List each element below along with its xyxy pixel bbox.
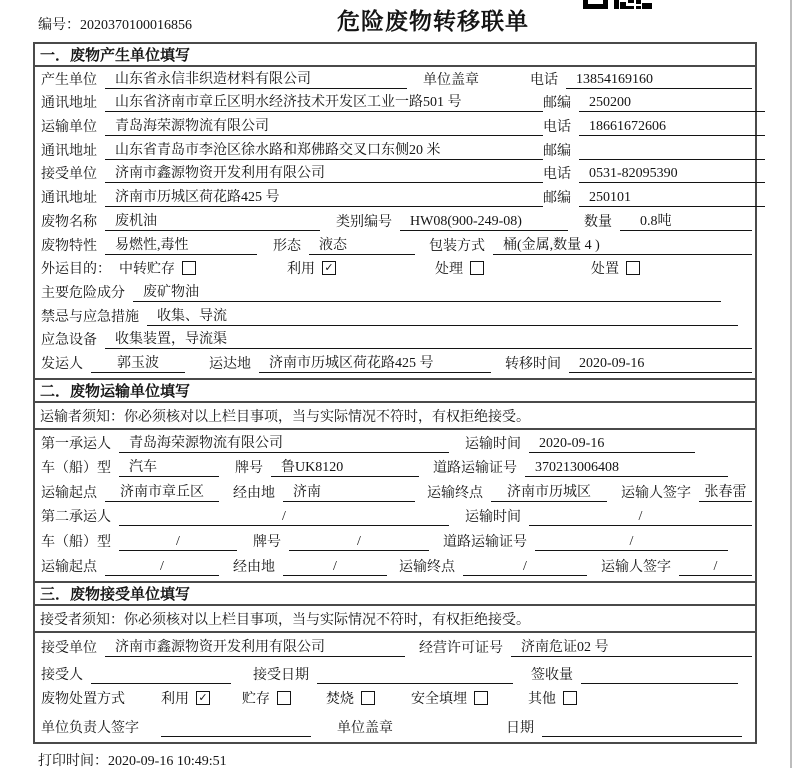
disposal-option-incinerate bbox=[326, 688, 375, 708]
vehicle1-label: 车（船）型 bbox=[41, 461, 111, 477]
route1-row bbox=[35, 480, 755, 505]
plate2-field: / bbox=[289, 534, 429, 551]
checkbox-disposal-landfill bbox=[474, 691, 488, 705]
carrier2-field: / bbox=[119, 509, 449, 526]
disposal-label: 废物处置方式 bbox=[41, 692, 125, 708]
checkbox-disposal-other bbox=[563, 691, 577, 705]
transfer-time-field: 2020-09-16 bbox=[569, 356, 752, 373]
taboo-label: 禁忌与应急措施 bbox=[41, 309, 139, 325]
time1-field: 2020-09-16 bbox=[529, 436, 695, 453]
waste-name-row bbox=[35, 210, 755, 234]
purpose-option-treat bbox=[435, 258, 484, 278]
receiver-row bbox=[35, 163, 755, 187]
checkbox-recycle-checked: ✓ bbox=[322, 261, 336, 275]
shipper-field: 郭玉波 bbox=[91, 352, 185, 373]
date-label: 日期 bbox=[506, 720, 534, 736]
unit-stamp2-label: 单位盖章 bbox=[337, 720, 393, 736]
serial-number-label: 编号： bbox=[38, 18, 80, 33]
origin1-label: 运输起点 bbox=[41, 485, 97, 501]
sign1-field: 张春雷 bbox=[699, 481, 752, 502]
license2-field: / bbox=[535, 534, 728, 551]
phone1-label: 电话 bbox=[530, 72, 558, 88]
address2-field: 山东省青岛市李沧区徐水路和郑佛路交叉口东侧20 米 bbox=[105, 139, 543, 160]
disposal-option-label: 贮存 bbox=[242, 692, 270, 708]
acceptor-field bbox=[91, 683, 231, 684]
disposal-option-label: 安全填埋 bbox=[411, 692, 467, 708]
producer-field: 山东省永信非织造材料有限公司 bbox=[105, 68, 407, 89]
packing-field: 桶(金属,数量 4 ) bbox=[493, 234, 752, 255]
phone3-field: 0531-82095390 bbox=[579, 166, 765, 183]
checkbox-transfer-storage bbox=[182, 261, 196, 275]
vehicle1-field: 汽车 bbox=[119, 456, 219, 477]
disposal-row bbox=[35, 687, 755, 714]
time2-label: 运输时间 bbox=[465, 510, 521, 526]
purpose-option-dispose bbox=[591, 258, 640, 278]
taboo-field: 收集、导流 bbox=[147, 305, 738, 326]
via2-label: 经由地 bbox=[233, 559, 275, 575]
acceptor-label: 接受人 bbox=[41, 667, 83, 683]
purpose-option-recycle bbox=[287, 258, 336, 278]
accept-unit-field: 济南市鑫源物资开发利用有限公司 bbox=[105, 636, 405, 657]
checkbox-dispose bbox=[626, 261, 640, 275]
equipment-row bbox=[35, 329, 755, 353]
section3-notice: 接受者须知：你必须核对以上栏目事项，当与实际情况不符时，有权拒绝接受。 bbox=[33, 604, 757, 633]
hazard-row bbox=[35, 281, 755, 305]
purpose-option-label: 处理 bbox=[435, 261, 463, 277]
end2-label: 运输终点 bbox=[399, 559, 455, 575]
section2-notice: 运输者须知：你必须核对以上栏目事项，当与实际情况不符时，有权拒绝接受。 bbox=[33, 401, 757, 430]
accept-unit-label: 接受单位 bbox=[41, 641, 97, 657]
vehicle2-label: 车（船）型 bbox=[41, 534, 111, 550]
origin1-field: 济南市章丘区 bbox=[105, 481, 219, 502]
manager-sign-label: 单位负责人签字 bbox=[41, 720, 139, 736]
waste-name-field: 废机油 bbox=[105, 210, 320, 231]
taboo-row bbox=[35, 305, 755, 329]
via1-label: 经由地 bbox=[233, 485, 275, 501]
carrier2-label: 第二承运人 bbox=[41, 510, 111, 526]
vehicle2-row bbox=[35, 529, 755, 554]
address3-field: 济南市历城区荷花路425 号 bbox=[105, 186, 543, 207]
waste-character-row bbox=[35, 234, 755, 258]
received-qty-label: 签收量 bbox=[531, 667, 573, 683]
receiver-address-row bbox=[35, 186, 755, 210]
checkbox-treat bbox=[470, 261, 484, 275]
manager-sign-field bbox=[161, 736, 311, 737]
accept-date-label: 接受日期 bbox=[253, 667, 309, 683]
checkbox-disposal-incinerate bbox=[361, 691, 375, 705]
accept-unit-row bbox=[35, 634, 755, 661]
print-time bbox=[38, 750, 796, 770]
acceptor-row bbox=[35, 660, 755, 687]
producer-row bbox=[35, 68, 755, 92]
producer-address-row bbox=[35, 92, 755, 116]
zip3-label: 邮编 bbox=[543, 191, 571, 207]
zip2-label: 邮编 bbox=[543, 143, 571, 159]
transporter-address-row bbox=[35, 139, 755, 163]
disposal-option-label: 其他 bbox=[528, 692, 556, 708]
disposal-option-label: 利用 bbox=[161, 692, 189, 708]
waste-name-label: 废物名称 bbox=[41, 214, 97, 230]
section1-heading: 一．废物产生单位填写 bbox=[33, 42, 757, 67]
document-header bbox=[0, 0, 796, 42]
print-time-value: 2020-09-16 10:49:51 bbox=[108, 753, 227, 769]
purpose-option-label: 处置 bbox=[591, 261, 619, 277]
via2-field: / bbox=[283, 559, 387, 576]
page-title: 危险废物转移联单 bbox=[337, 9, 529, 34]
sign1-label: 运输人签字 bbox=[621, 485, 691, 501]
section3-heading: 三．废物接受单位填写 bbox=[33, 581, 757, 606]
purpose-row bbox=[35, 258, 755, 282]
origin2-label: 运输起点 bbox=[41, 559, 97, 575]
producer-label: 产生单位 bbox=[41, 72, 97, 88]
section3-body bbox=[33, 631, 757, 744]
accept-date-field bbox=[317, 683, 513, 684]
end1-field: 济南市历城区 bbox=[491, 481, 607, 502]
checkbox-disposal-recycle-checked: ✓ bbox=[196, 691, 210, 705]
page-edge-divider bbox=[790, 0, 792, 768]
packing-label: 包装方式 bbox=[429, 238, 485, 254]
transfer-time-label: 转移时间 bbox=[505, 356, 561, 372]
hazard-field: 废矿物油 bbox=[133, 281, 721, 302]
serial-number-value: 2020370100016856 bbox=[80, 18, 192, 33]
end2-field: / bbox=[463, 559, 587, 576]
plate1-label: 牌号 bbox=[235, 461, 263, 477]
print-time-label: 打印时间： bbox=[38, 753, 108, 769]
checkbox-disposal-storage bbox=[277, 691, 291, 705]
equipment-field: 收集装置，导流渠 bbox=[105, 328, 752, 349]
sign2-label: 运输人签字 bbox=[601, 559, 671, 575]
vehicle2-field: / bbox=[119, 534, 237, 551]
manager-sign-row bbox=[35, 713, 755, 740]
plate2-label: 牌号 bbox=[253, 534, 281, 550]
vehicle1-row bbox=[35, 456, 755, 481]
disposal-option-landfill bbox=[411, 688, 488, 708]
zip3-field: 250101 bbox=[579, 190, 765, 207]
quantity-label: 数量 bbox=[584, 214, 612, 230]
carrier1-label: 第一承运人 bbox=[41, 436, 111, 452]
zip2-field bbox=[579, 159, 765, 160]
license1-label: 道路运输证号 bbox=[433, 461, 517, 477]
section1-body bbox=[33, 65, 757, 380]
shipper-label: 发运人 bbox=[41, 356, 83, 372]
origin2-field: / bbox=[105, 559, 219, 576]
address1-field: 山东省济南市章丘区明水经济技术开发区工业一路501 号 bbox=[105, 91, 543, 112]
time2-field: / bbox=[529, 509, 752, 526]
date-field bbox=[542, 736, 742, 737]
end1-label: 运输终点 bbox=[427, 485, 483, 501]
carrier1-row bbox=[35, 431, 755, 456]
plate1-field: 鲁UK8120 bbox=[271, 456, 419, 477]
category-field: HW08(900-249-08) bbox=[400, 214, 568, 231]
permit-field: 济南危证02 号 bbox=[511, 636, 752, 657]
character-label: 废物特性 bbox=[41, 238, 97, 254]
unit-stamp-label: 单位盖章 bbox=[423, 72, 479, 88]
destination-label: 运达地 bbox=[209, 356, 251, 372]
character-field: 易燃性,毒性 bbox=[105, 234, 257, 255]
license2-label: 道路运输证号 bbox=[443, 534, 527, 550]
section2-body bbox=[33, 428, 757, 583]
time1-label: 运输时间 bbox=[465, 436, 521, 452]
phone2-label: 电话 bbox=[543, 120, 571, 136]
disposal-option-storage bbox=[242, 688, 291, 708]
section2-heading: 二．废物运输单位填写 bbox=[33, 378, 757, 403]
destination-field: 济南市历城区荷花路425 号 bbox=[259, 352, 491, 373]
carrier2-row bbox=[35, 505, 755, 530]
receiver-label: 接受单位 bbox=[41, 167, 97, 183]
transporter-field: 青岛海荣源物流有限公司 bbox=[105, 115, 543, 136]
phone2-field: 18661672606 bbox=[579, 119, 765, 136]
zip1-field: 250200 bbox=[579, 95, 765, 112]
purpose-option-label: 利用 bbox=[287, 261, 315, 277]
phone1-field: 13854169160 bbox=[566, 72, 752, 89]
equipment-label: 应急设备 bbox=[41, 333, 97, 349]
hazard-label: 主要危险成分 bbox=[41, 285, 125, 301]
disposal-option-label: 焚烧 bbox=[326, 692, 354, 708]
disposal-option-recycle bbox=[161, 688, 210, 708]
zip1-label: 邮编 bbox=[543, 96, 571, 112]
purpose-option-label: 中转贮存 bbox=[119, 261, 175, 277]
route2-row bbox=[35, 554, 755, 579]
quantity-field: 0.8吨 bbox=[620, 210, 752, 231]
address2-label: 通讯地址 bbox=[41, 143, 97, 159]
disposal-option-other bbox=[528, 688, 577, 708]
shipper-row bbox=[35, 352, 755, 376]
form-label: 形态 bbox=[273, 238, 301, 254]
sign2-field: / bbox=[679, 559, 752, 576]
receiver-field: 济南市鑫源物资开发利用有限公司 bbox=[105, 162, 543, 183]
carrier1-field: 青岛海荣源物流有限公司 bbox=[119, 432, 449, 453]
transporter-label: 运输单位 bbox=[41, 120, 97, 136]
received-qty-field bbox=[581, 683, 738, 684]
address3-label: 通讯地址 bbox=[41, 191, 97, 207]
transporter-row bbox=[35, 115, 755, 139]
address1-label: 通讯地址 bbox=[41, 96, 97, 112]
purpose-label: 外运目的： bbox=[41, 261, 111, 277]
license1-field: 370213006408 bbox=[525, 460, 728, 477]
via1-field: 济南 bbox=[283, 481, 415, 502]
manifest-form bbox=[33, 42, 757, 744]
qr-code-fragment-icon bbox=[583, 0, 655, 12]
form-field: 液态 bbox=[309, 234, 415, 255]
category-label: 类别编号 bbox=[336, 214, 392, 230]
purpose-option-transfer-storage bbox=[119, 258, 196, 278]
phone3-label: 电话 bbox=[543, 167, 571, 183]
permit-label: 经营许可证号 bbox=[419, 641, 503, 657]
